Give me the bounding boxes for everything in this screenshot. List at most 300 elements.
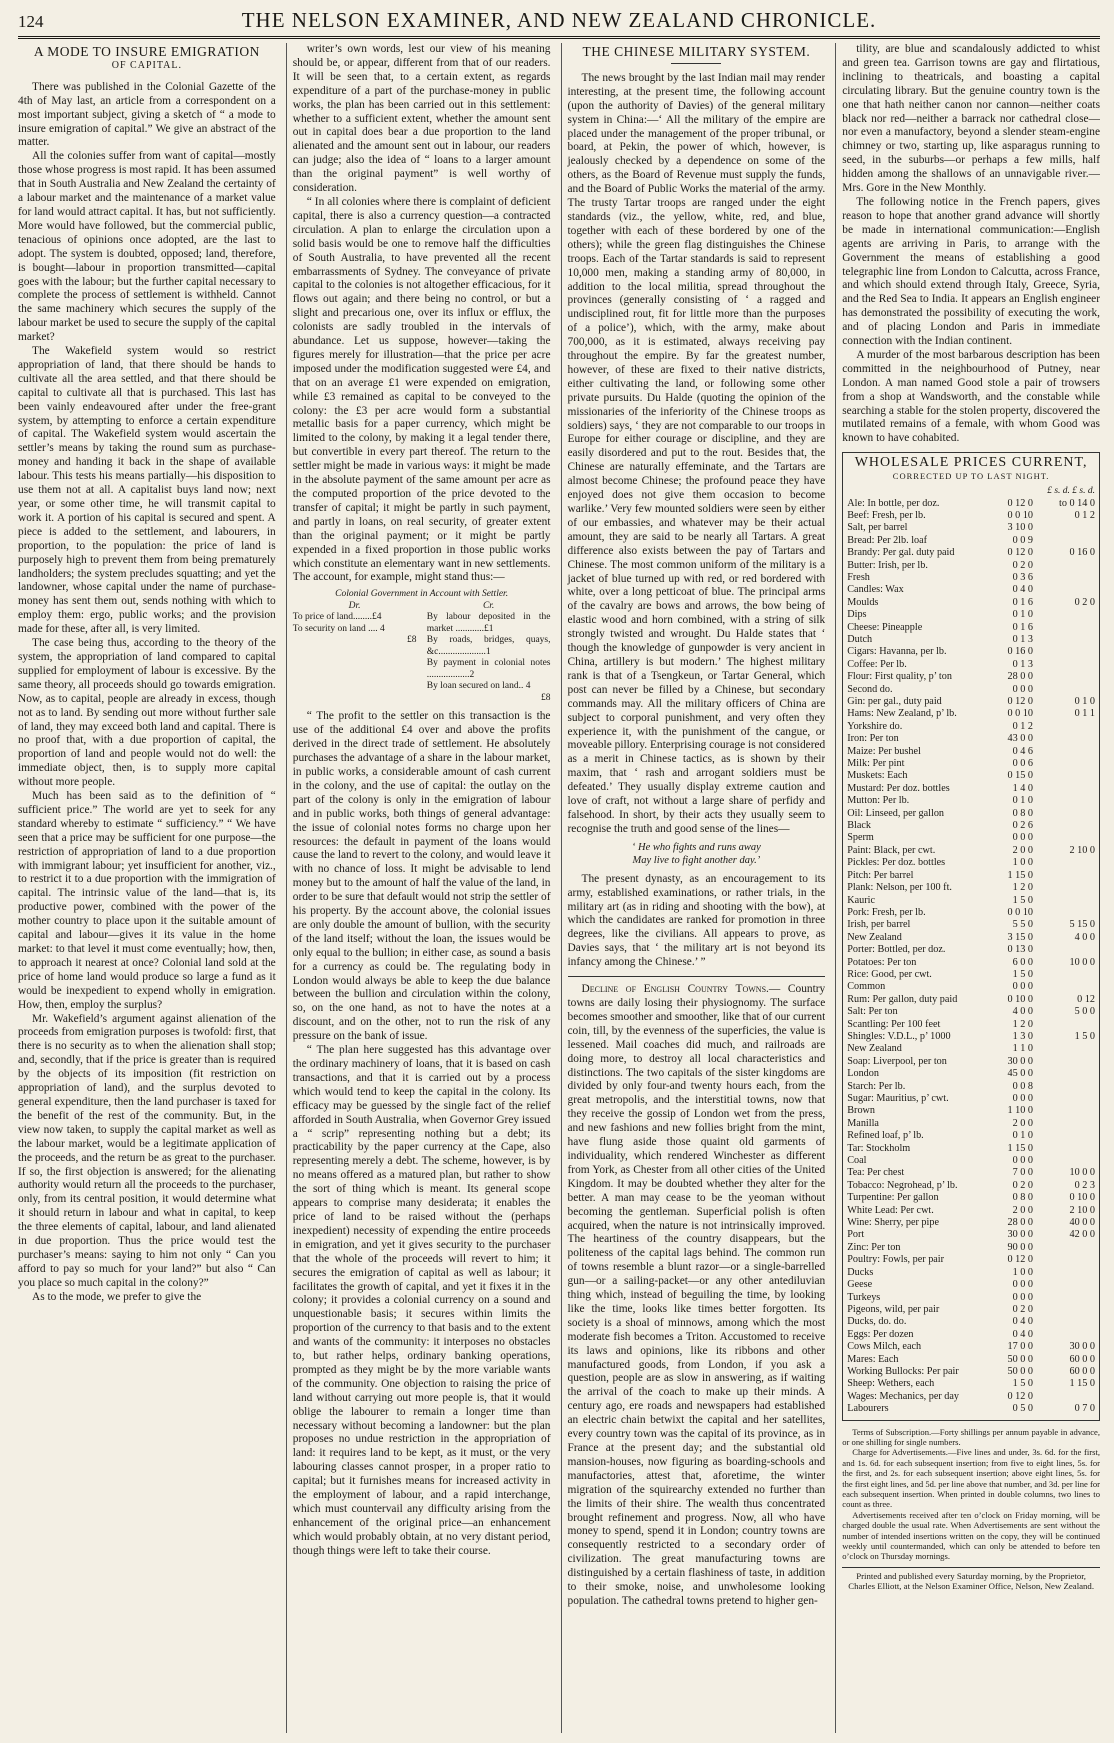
price-row bbox=[847, 1279, 1095, 1291]
price-row bbox=[847, 1180, 1095, 1192]
price-low: 0 0 8 bbox=[1012, 1080, 1033, 1092]
price-low: 1 15 0 bbox=[1007, 1142, 1033, 1154]
price-item: Plank: Nelson, per 100 ft. bbox=[847, 882, 952, 894]
price-high: 0 12 bbox=[1077, 993, 1095, 1005]
price-low: 0 0 10 bbox=[1007, 906, 1033, 918]
price-low: 0 1 2 bbox=[1012, 720, 1033, 732]
price-low: 0 0 0 bbox=[1012, 981, 1033, 993]
account-credit bbox=[427, 601, 551, 705]
price-row bbox=[847, 832, 1095, 844]
price-high bbox=[1033, 746, 1095, 758]
terms-paragraph: Advertisements received after ten o’clock on Friday morning, will be charged double the usual rate. When Advertisements are sent without the number of intended insertions written on the copy, they will be continued weekly until countermanded, which can only be attended to before ten o’clock on Thursday mornings. bbox=[842, 1509, 1100, 1562]
price-low: 0 0 0 bbox=[1012, 1291, 1033, 1303]
price-item: Mares: Each bbox=[847, 1353, 899, 1365]
price-low: 0 2 6 bbox=[1012, 820, 1033, 832]
price-row bbox=[847, 721, 1095, 733]
price-item: Candles: Wax bbox=[847, 584, 904, 596]
price-high bbox=[1033, 1155, 1095, 1167]
price-item: Manilla bbox=[847, 1117, 879, 1129]
column-3 bbox=[561, 43, 826, 1733]
terms-paragraph: Terms of Subscription.—Forty shillings per annum payable in advance, or one shilling for single numbers. bbox=[842, 1426, 1100, 1447]
price-high bbox=[1033, 907, 1095, 919]
price-row bbox=[847, 1403, 1095, 1415]
price-high bbox=[1033, 584, 1095, 596]
price-row bbox=[847, 659, 1095, 671]
paragraph: Much has been said as to the definition of “ sufficient price.” The world are yet to seek for any standard whereby to estimate “ sufficiency.” “ We have seen that a price may be sufficient for one purpose—the restriction of appropriation of land to a due proportion with immigrant labour; yet insufficient for another, viz., to restrict it to a due proportion with the immigration of capital. The intrinsic value of the land—that is, its productive power, combined with the power of the mother country to place upon it the suitable amount of capital and labour—gives it its value in the home market: to that level it must come eventually; how, then, to approach it nearest at once? Colonial land sold at the price of home land would produce so large a fund as it would be inexpedient to expend wholly in emigration. How, then, employ the surplus? bbox=[18, 790, 276, 1011]
price-high: 0 10 0 bbox=[1069, 1192, 1095, 1204]
price-high bbox=[1033, 1019, 1095, 1031]
price-row bbox=[847, 733, 1095, 745]
price-high bbox=[1033, 1105, 1095, 1117]
price-high: 0 2 3 bbox=[1074, 1179, 1095, 1191]
price-item: Dutch bbox=[847, 633, 873, 645]
price-item: Soap: Liverpool, per ton bbox=[847, 1055, 947, 1067]
price-item: Potatoes: Per ton bbox=[847, 956, 917, 968]
price-high bbox=[1033, 1118, 1095, 1130]
price-high bbox=[1033, 609, 1095, 621]
price-low: 0 0 0 bbox=[1012, 683, 1033, 695]
price-high: 5 0 0 bbox=[1074, 1006, 1095, 1018]
price-low: 0 0 0 bbox=[1012, 1155, 1033, 1167]
price-high: 2 10 0 bbox=[1069, 844, 1095, 856]
price-row bbox=[847, 795, 1095, 807]
price-row bbox=[847, 1056, 1095, 1068]
price-row bbox=[847, 919, 1095, 931]
price-row bbox=[847, 1093, 1095, 1105]
price-low: 50 0 0 bbox=[1007, 1353, 1033, 1365]
price-row bbox=[847, 684, 1095, 696]
price-low: 0 3 6 bbox=[1012, 571, 1033, 583]
price-low: 0 4 0 bbox=[1012, 1328, 1033, 1340]
price-low: 0 16 0 bbox=[1007, 646, 1033, 658]
price-item: Zinc: Per ton bbox=[847, 1241, 901, 1253]
price-row bbox=[847, 547, 1095, 559]
price-item: Beef: Fresh, per lb. bbox=[847, 509, 926, 521]
price-low: 0 12 0 bbox=[1007, 696, 1033, 707]
price-item: Tobacco: Negrohead, p’ lb. bbox=[847, 1179, 958, 1191]
price-item: White Lead: Per cwt. bbox=[847, 1204, 934, 1216]
price-high bbox=[1033, 1267, 1095, 1279]
article-body-continued bbox=[293, 43, 551, 585]
price-row bbox=[847, 609, 1095, 621]
price-low: 1 0 0 bbox=[1012, 857, 1033, 869]
newspaper-title: THE NELSON EXAMINER, AND NEW ZEALAND CHRONICLE. bbox=[241, 8, 877, 32]
price-low: 0 8 0 bbox=[1012, 807, 1033, 819]
price-row bbox=[847, 1019, 1095, 1031]
price-low: 1 1 0 bbox=[1012, 1043, 1033, 1055]
account-table bbox=[293, 589, 551, 704]
price-low: 17 0 0 bbox=[1007, 1341, 1033, 1353]
paragraph: The Wakefield system would so restrict appropriation of land, that there should be hands to cultivate all the area settled, and that there should be capital to cultivate all that is purchased. This last has been vainly endeavoured after under the free-grant system, by attempting to enforce a certain expenditure of capital. The Wakefield system would ascertain the settler’s means by taking the round sum as purchase-money and handing it back in the shape of available labour. This tests his means partially—his disposition to use them not at all. A capitalist buys land now; next year, or some other time, he will transmit capital to work it. A portion of his capital is secured and spent. A piece is added to the settlement, and labourers, in proportion, to the population: the price of land is purposely high to prevent them from being prematurely landholders; the system precludes squatting; and yet the landowner, whose capital under the name of purchase-money has sent them out, sends nothing with which to employ them: ergo, public works; and the provision made for these, after all, is very limited. bbox=[18, 345, 276, 636]
price-item: Cheese: Pineapple bbox=[847, 621, 923, 633]
imprint: Printed and published every Saturday morning, by the Proprietor, Charles Elliott, at the Nelson Examiner Office, Nelson, New Zealand. bbox=[842, 1567, 1100, 1592]
price-row bbox=[847, 584, 1095, 596]
price-low: 0 1 0 bbox=[1012, 795, 1033, 807]
paragraph: As to the mode, we prefer to give the bbox=[32, 1290, 202, 1303]
price-low: 7 0 0 bbox=[1012, 1167, 1033, 1179]
paragraph: writer’s own words, lest our view of his meaning should be, or appear, different from that of our readers. It will be seen that, to a certain extent, as regards expenditure of a part of the purchase-money in public works, the plan has been carried out in this settlement: whether to a sufficient extent, whether the amount sent out in capital does bear a due proportion to the land alienated and the amount sent out in labour, our readers can judge; also the idea of “ loans to a larger amount than the original payment” is well worthy of consideration. bbox=[292, 43, 551, 195]
price-item: Maize: Per bushel bbox=[847, 745, 921, 757]
price-high bbox=[1033, 1143, 1095, 1155]
credit-row: By roads, bridges, quays, &c....................1 bbox=[426, 635, 551, 657]
price-item: New Zealand bbox=[847, 931, 902, 943]
news-paragraphs bbox=[842, 43, 1100, 446]
price-row bbox=[847, 1105, 1095, 1117]
paragraph: “ The plan here suggested has this advantage over the ordinary machinery of loans, that it is based on cash transactions, and that it is carried out by a process which would tend to keep the capital in the colony. Its efficacy may be guessed by the single fact of the relief afforded in South Australia, when Governor Grey issued a “ scrip” representing nothing but a debt; its practicability by the paper currency at the Cape, also representing merely a debt. The scheme, however, is by no means offered as a matured plan, but rather to show the sort of thing which is meant. Its general scope appears to comprise many desiderata; it enables the price of land to be raised without the (perhaps inexpedient) necessity of expending the entire proceeds in emigration, and yet it gives security to the purchaser that the whole of the proceeds will revert to him; it secures the emigration of capital as well as labour; it facilitates the growth of capital, and yet it fixes it in the colony; it provides a colonial currency on a sound and unquestionable basis; it secures within limits the proportion of the currency to that basis and to the extent and wants of the community: it interposes no obstacles to, but rather helps, ordinary banking operations, prompted as they might be by the more variable wants of the community. One objection to raising the price of land without carrying out more people is, that it would oblige the labourer to remain a longer time than necessary without becoming a landowner: but the plan proposes no undue restriction in the appropriation of land: it requires land to be kept, as it must, or the very labouring classes cannot prosper, in a proper ratio to capital; but it furnishes means for increased activity in the employment of labour, and a rapid interchange, which must countervail any difficulty arising from the enhancement of the original price—an enhancement which would probably obtain, at no very distant period, though things were left to take their course. bbox=[292, 1044, 551, 1557]
price-high bbox=[1033, 1093, 1095, 1105]
debit-row: To security on land .... 4 bbox=[292, 623, 385, 634]
price-low: 0 2 0 bbox=[1012, 1179, 1033, 1191]
article-body-chinese-military bbox=[568, 72, 826, 837]
price-low: 1 2 0 bbox=[1012, 1018, 1033, 1030]
price-row bbox=[847, 1354, 1095, 1366]
price-item: Pigeons, wild, per pair bbox=[847, 1303, 940, 1315]
price-row bbox=[847, 783, 1095, 795]
price-item: Hams: New Zealand, p’ lb. bbox=[847, 708, 957, 720]
price-row bbox=[847, 808, 1095, 820]
price-high: 40 0 0 bbox=[1069, 1217, 1095, 1229]
price-low: 0 0 10 bbox=[1007, 708, 1033, 720]
price-item: Turpentine: Per gallon bbox=[847, 1192, 939, 1204]
price-high bbox=[1033, 969, 1095, 981]
price-item: Moulds bbox=[847, 596, 879, 608]
price-low: 1 15 0 bbox=[1007, 869, 1033, 881]
price-item: Common bbox=[847, 981, 886, 993]
price-item: Iron: Per ton bbox=[847, 733, 899, 745]
price-high bbox=[1033, 820, 1095, 832]
price-row bbox=[847, 870, 1095, 882]
price-low: 0 15 0 bbox=[1007, 770, 1033, 782]
price-low: 1 2 0 bbox=[1012, 882, 1033, 894]
price-item: London bbox=[847, 1068, 879, 1080]
price-low: 90 0 0 bbox=[1007, 1241, 1033, 1253]
price-row bbox=[847, 770, 1095, 782]
price-low: 0 5 0 bbox=[1012, 1403, 1033, 1415]
price-row bbox=[847, 1242, 1095, 1254]
price-high: 60 0 0 bbox=[1069, 1365, 1095, 1377]
price-item: Fresh bbox=[847, 571, 870, 583]
price-low: 3 15 0 bbox=[1007, 931, 1033, 943]
column-1 bbox=[18, 43, 276, 1733]
price-high bbox=[1033, 808, 1095, 820]
prices-title: WHOLESALE PRICES CURRENT, bbox=[854, 455, 1088, 471]
price-low: 50 0 0 bbox=[1007, 1365, 1033, 1377]
price-row bbox=[847, 696, 1095, 708]
price-item: Wine: Sherry, per pipe bbox=[847, 1217, 939, 1229]
price-high: 1 15 0 bbox=[1069, 1378, 1095, 1390]
price-row bbox=[847, 845, 1095, 857]
price-row bbox=[847, 1316, 1095, 1328]
price-high: 0 1 1 bbox=[1074, 708, 1095, 720]
page-number: 124 bbox=[18, 12, 44, 31]
credit-row: By labour deposited in the market ............£1 bbox=[426, 612, 551, 634]
price-high bbox=[1033, 659, 1095, 671]
price-item: Yorkshire do. bbox=[847, 720, 903, 732]
price-item: Ducks bbox=[847, 1266, 874, 1278]
price-item: Dips bbox=[847, 609, 867, 621]
price-high bbox=[1033, 1391, 1095, 1403]
price-row bbox=[847, 1391, 1095, 1403]
price-item: Port bbox=[847, 1229, 865, 1241]
price-item: Eggs: Per dozen bbox=[847, 1328, 914, 1340]
price-high bbox=[1033, 671, 1095, 683]
price-high bbox=[1033, 857, 1095, 869]
price-row bbox=[847, 1378, 1095, 1390]
price-item: Oil: Linseed, per gallon bbox=[847, 807, 945, 819]
price-item: Pitch: Per barrel bbox=[847, 869, 914, 881]
price-row bbox=[847, 758, 1095, 770]
price-high bbox=[1033, 634, 1095, 646]
price-high: 0 7 0 bbox=[1074, 1403, 1095, 1415]
price-high bbox=[1033, 1130, 1095, 1142]
price-item: Paint: Black, per cwt. bbox=[847, 844, 936, 856]
price-row bbox=[847, 932, 1095, 944]
price-low: 0 2 0 bbox=[1012, 559, 1033, 571]
price-low: 0 4 6 bbox=[1012, 745, 1033, 757]
paragraph: A murder of the most barbarous description has been committed in the neighbourhood of Putney, near London. A man named Good stole a pair of trowsers from a shop at Wandsworth, and the constable while searching a stable for the stolen property, discovered the mutilated remains of a female, with whom Good was known to have cohabited. bbox=[842, 348, 1100, 445]
verse-quote: ‘ He who fights and runs away May live to fight another day.’ bbox=[631, 841, 761, 866]
price-row bbox=[847, 895, 1095, 907]
price-item: Starch: Per lb. bbox=[847, 1080, 906, 1092]
price-row bbox=[847, 1229, 1095, 1241]
price-low: 0 0 10 bbox=[1007, 509, 1033, 521]
price-low: 0 0 0 bbox=[1012, 1093, 1033, 1104]
decline-title: Decline of English Country Towns.— bbox=[581, 983, 781, 996]
price-item: Second do. bbox=[847, 683, 893, 695]
article-body-chinese-military-2 bbox=[568, 873, 826, 970]
price-row bbox=[847, 522, 1095, 534]
price-high bbox=[1033, 783, 1095, 795]
price-row bbox=[847, 981, 1095, 993]
price-high: 42 0 0 bbox=[1069, 1229, 1095, 1241]
price-low: 0 12 0 bbox=[1007, 1254, 1033, 1266]
price-row bbox=[847, 1155, 1095, 1167]
price-high bbox=[1033, 832, 1095, 844]
price-high: 10 0 0 bbox=[1069, 1167, 1095, 1179]
terms-of-subscription bbox=[842, 1427, 1100, 1562]
price-row bbox=[847, 498, 1095, 510]
paragraph: All the colonies suffer from want of capital—mostly those whose progress is most rapid. It has been assumed that in South Australia and New Zealand the certainty of a labour market and the maintenance of a market value for land would attract capital. It has, but not sufficiently. More would have followed, but the commercial public, tenacious of opinions once adopted, are the last to adopt. The system is doubted, opposed; land, therefore, is bought—labour in proportion transmitted—capital goes with the labour; but the further capital necessary to complete the process of settlement is withheld. Cannot the same machinery which secures the supply of the labour market be used to secure the supply of the capital market? bbox=[18, 150, 276, 344]
price-item: Porter: Bottled, per doz. bbox=[847, 944, 946, 956]
price-high: 5 15 0 bbox=[1069, 919, 1095, 931]
price-high bbox=[1033, 1329, 1095, 1341]
price-low: 2 0 0 bbox=[1012, 1204, 1033, 1216]
price-high bbox=[1033, 882, 1095, 894]
price-row bbox=[847, 1192, 1095, 1204]
credit-row: By payment in colonial notes ..................2 bbox=[426, 658, 551, 680]
price-row bbox=[847, 510, 1095, 522]
price-high: 4 0 0 bbox=[1074, 931, 1095, 943]
price-item: Tar: Stockholm bbox=[847, 1142, 911, 1154]
price-row bbox=[847, 969, 1095, 981]
price-row bbox=[847, 572, 1095, 584]
price-item: Geese bbox=[847, 1279, 873, 1291]
price-item: Pickles: Per doz. bottles bbox=[847, 857, 946, 869]
price-low: 0 1 3 bbox=[1012, 633, 1033, 645]
price-row bbox=[847, 1068, 1095, 1080]
price-low: 28 0 0 bbox=[1007, 1217, 1033, 1229]
price-high bbox=[1033, 721, 1095, 733]
paragraph: Mr. Wakefield’s argument against alienation of the proceeds from emigration purposes is twofold: first, that there is no security as to when the alienation shall stop; and, secondly, that if the price is greater than is required by the objects of its imposition (fit restriction on appropriation of land), and the surplus devoted to general expenditure, then the land purchaser is taxed for the benefit of the rest of the community. But, in the view now taken, to supply the capital market as well as the labour market, would be a legitimate application of the proceeds, and the return be as great to the purchaser. If so, the first objection is answered; for the alienating authority would return all the proceeds to the purchaser, only, from its central position, it would determine what it should return in labour and what in capital, to keep the three elements of capital, labour, and land alienated in due proportion. Thus the price would test the purchaser’s means: saying to him not only “ Can you afford to pay so much for your land?” but also “ Can you place so much capital in the colony?” bbox=[18, 1012, 276, 1289]
price-item: Cows Milch, each bbox=[847, 1341, 922, 1353]
price-high: 0 1 2 bbox=[1074, 509, 1095, 521]
price-item: Mutton: Per lb. bbox=[847, 795, 910, 807]
wholesale-prices-table bbox=[842, 452, 1100, 1420]
price-low: 0 0 9 bbox=[1012, 534, 1033, 546]
price-item: Tea: Per chest bbox=[847, 1167, 905, 1179]
price-row bbox=[847, 1341, 1095, 1353]
price-row bbox=[847, 1031, 1095, 1043]
price-item: Salt, per barrel bbox=[847, 522, 908, 534]
price-item: Black bbox=[847, 820, 872, 832]
price-low: 1 3 0 bbox=[1012, 1030, 1033, 1042]
price-row bbox=[847, 820, 1095, 832]
price-item: Brown bbox=[847, 1105, 875, 1117]
price-item: Irish, per barrel bbox=[847, 919, 911, 931]
price-low: 45 0 0 bbox=[1007, 1068, 1033, 1080]
price-high bbox=[1033, 1254, 1095, 1266]
price-low: 6 0 0 bbox=[1012, 956, 1033, 968]
article-heading-emigration: A MODE TO INSURE EMIGRATION bbox=[33, 44, 260, 59]
price-high bbox=[1033, 1068, 1095, 1080]
price-item: Sugar: Mauritius, p’ cwt. bbox=[847, 1093, 949, 1104]
price-high: 0 2 0 bbox=[1074, 596, 1095, 608]
price-high bbox=[1033, 870, 1095, 882]
price-row bbox=[847, 1205, 1095, 1217]
paragraph: The following notice in the French papers, gives reason to hope that another grand advance will shortly be made in international communication:—English agents are arriving in Paris, to arrange with the Government the means of establishing a good telegraphic line from London to Calcutta, across France, and which should extend through Italy, Greece, Syria, and the Red Sea to India. It appears an English engineer has demonstrated the possibility of executing the work, and of placing London and Paris in immediate connection with the Indian continent. bbox=[842, 195, 1100, 348]
price-low: 1 5 0 bbox=[1012, 894, 1033, 906]
price-high bbox=[1033, 1081, 1095, 1093]
masthead-rule bbox=[18, 36, 1100, 39]
price-high bbox=[1033, 1304, 1095, 1316]
price-row bbox=[847, 646, 1095, 658]
price-high bbox=[1033, 572, 1095, 584]
price-row bbox=[847, 1254, 1095, 1266]
price-row bbox=[847, 857, 1095, 869]
price-high bbox=[1033, 944, 1095, 956]
price-high bbox=[1033, 684, 1095, 696]
price-item: Brandy: Per gal. duty paid bbox=[847, 547, 955, 559]
price-high bbox=[1033, 560, 1095, 572]
price-low: 2 0 0 bbox=[1012, 844, 1033, 856]
price-item: Refined loaf, p’ lb. bbox=[847, 1130, 924, 1142]
price-row bbox=[847, 1267, 1095, 1279]
price-low: 0 1 0 bbox=[1012, 609, 1033, 621]
price-low: 4 0 0 bbox=[1012, 1006, 1033, 1018]
price-low: 1 4 0 bbox=[1012, 782, 1033, 794]
price-item: Cigars: Havanna, per lb. bbox=[847, 646, 947, 658]
price-item: Kauric bbox=[847, 894, 875, 906]
price-item: Coal bbox=[847, 1155, 867, 1167]
prices-units-header: £ s. d. £ s. d. bbox=[1047, 486, 1095, 497]
debit-label: Dr. bbox=[348, 600, 361, 611]
column-4 bbox=[835, 43, 1100, 1733]
price-row bbox=[847, 957, 1095, 969]
price-row bbox=[847, 1167, 1095, 1179]
price-high bbox=[1033, 770, 1095, 782]
price-item: Shingles: V.D.L., p’ 1000 bbox=[847, 1030, 951, 1042]
price-low: 5 5 0 bbox=[1012, 919, 1033, 931]
price-row bbox=[847, 1304, 1095, 1316]
account-debit bbox=[293, 601, 417, 705]
price-low: 0 4 0 bbox=[1012, 584, 1033, 596]
price-high bbox=[1033, 622, 1095, 634]
price-item: Labourers bbox=[847, 1403, 889, 1415]
price-low: 1 5 0 bbox=[1012, 1378, 1033, 1390]
price-row bbox=[847, 882, 1095, 894]
price-row bbox=[847, 1217, 1095, 1229]
price-item: Sheep: Wethers, each bbox=[847, 1378, 935, 1390]
price-high: 10 0 0 bbox=[1069, 956, 1095, 968]
price-high bbox=[1033, 1292, 1095, 1304]
price-low: 0 12 0 bbox=[1007, 547, 1033, 559]
credit-label: Cr. bbox=[482, 600, 495, 611]
price-low: 0 8 0 bbox=[1012, 1192, 1033, 1204]
price-item: New Zealand bbox=[847, 1043, 902, 1055]
price-row bbox=[847, 1118, 1095, 1130]
article-body-continued-2 bbox=[293, 710, 551, 1558]
price-row bbox=[847, 1043, 1095, 1055]
credit-row: By loan secured on land.. 4 bbox=[426, 681, 531, 692]
price-item: Wages: Mechanics, per day bbox=[847, 1390, 960, 1402]
price-row bbox=[847, 634, 1095, 646]
price-high: to 0 14 0 bbox=[1059, 497, 1095, 509]
price-high bbox=[1033, 758, 1095, 770]
price-row bbox=[847, 907, 1095, 919]
price-high bbox=[1033, 1242, 1095, 1254]
price-row bbox=[847, 746, 1095, 758]
price-row bbox=[847, 1366, 1095, 1378]
price-row bbox=[847, 560, 1095, 572]
account-title: Colonial Government in Account with Settler. bbox=[335, 589, 509, 600]
price-item: Turkeys bbox=[847, 1291, 881, 1303]
price-high bbox=[1033, 522, 1095, 534]
terms-paragraph: Charge for Advertisements.—Five lines and under, 3s. 6d. for the first, and 1s. 6d. for each subsequent insertion; from five to eight lines, 5s. for the first, and 2s. for each subsequent insertion; above eight lines, 5s. for the first eight lines, and 5d. per line above that number, and 3d. per line for each subsequent insertion. When printed in double columns, two lines to count as three. bbox=[842, 1447, 1100, 1510]
price-high bbox=[1033, 1279, 1095, 1291]
heading-rule bbox=[671, 63, 721, 64]
price-row bbox=[847, 535, 1095, 547]
price-low: 28 0 0 bbox=[1007, 671, 1033, 683]
price-low: 0 13 0 bbox=[1007, 944, 1033, 956]
price-row bbox=[847, 994, 1095, 1006]
price-item: Sperm bbox=[847, 832, 874, 844]
price-item: Mustard: Per doz. bottles bbox=[847, 782, 950, 794]
paragraph: tility, are blue and scandalously addicted to whist and green tea. Garrison towns are gay and flirtatious, inclining to theatricals, and boasting a capital circulating library. But the genuine country town is the one that hath neither canon nor cannon—neither coats black nor red—neither a barrack nor cathedral close—nor even a manufactory, beyond a slender steam-engine chimney or two, starting up, like asparagus running to seed, in the suburbs—or perhaps a few mills, half hidden among the shallows of an unnavigable river.—Mrs. Gore in the New Monthly. bbox=[842, 43, 1100, 195]
price-item: Flour: First quality, p’ ton bbox=[847, 671, 952, 683]
price-high: 60 0 0 bbox=[1069, 1353, 1095, 1365]
price-low: 0 4 0 bbox=[1012, 1316, 1033, 1328]
price-low: 0 0 6 bbox=[1012, 758, 1033, 770]
price-low: 30 0 0 bbox=[1007, 1229, 1033, 1241]
article-body-emigration bbox=[18, 81, 276, 1305]
price-high bbox=[1033, 1316, 1095, 1328]
price-row bbox=[847, 597, 1095, 609]
debit-total: £8 bbox=[406, 635, 417, 646]
price-item: Poultry: Fowls, per pair bbox=[847, 1254, 945, 1266]
price-low: 3 10 0 bbox=[1007, 522, 1033, 534]
article-decline-country-towns bbox=[568, 983, 826, 1609]
price-low: 0 12 0 bbox=[1007, 497, 1033, 509]
price-item: Pork: Fresh, per lb. bbox=[847, 906, 926, 918]
price-low: 1 10 0 bbox=[1007, 1105, 1033, 1117]
price-item: Ale: In bottle, per doz. bbox=[847, 497, 940, 509]
price-item: Working Bullocks: Per pair bbox=[847, 1365, 959, 1377]
paragraph: There was published in the Colonial Gazette of the 4th of May last, an article from a correspondent on a most important subject, giving a sketch of “ a mode to insure emigration of capital.” We give an abstract of the matter. bbox=[18, 80, 276, 149]
price-low: 0 12 0 bbox=[1007, 1390, 1033, 1402]
price-low: 0 0 0 bbox=[1012, 1279, 1033, 1291]
price-item: Bread: Per 2lb. loaf bbox=[847, 534, 928, 546]
price-low: 0 1 0 bbox=[1012, 1130, 1033, 1142]
